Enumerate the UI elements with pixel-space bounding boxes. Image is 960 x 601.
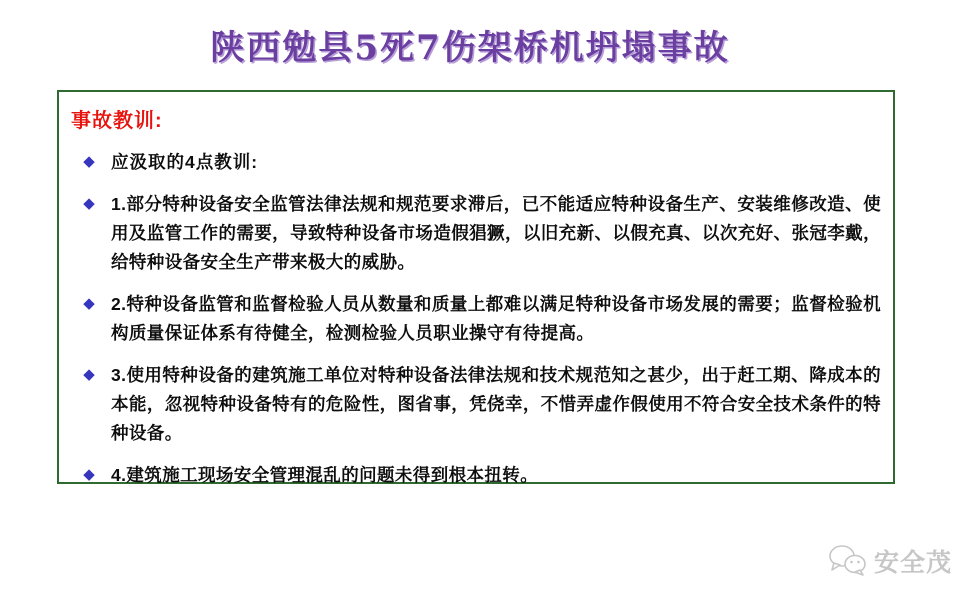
list-item [67,361,881,448]
diamond-bullet-icon: ◆ [83,366,95,383]
list-item-text: 1.部分特种设备安全监管法律法规和规范要求滞后，已不能适应特种设备生产、安装维修改造、使用及监管工作的需要，导致特种设备市场造假猖獗，以旧充新、以假充真、以次充好、张冠李戴，给特种设备安全生产带来极大的威胁。 [111,194,881,272]
list-item [67,148,881,177]
list-item [67,461,881,490]
lessons-panel [57,90,895,484]
page-title: 陕西勉县5死7伤架桥机坍塌事故 [210,28,730,68]
list-item-text: 3.使用特种设备的建筑施工单位对特种设备法律法规和技术规范知之甚少，出于赶工期、降成本的本能，忽视特种设备特有的危险性，图省事，凭侥幸，不惜弄虚作假使用不符合安全技术条件的特种设备。 [111,365,881,443]
watermark-label: 安全茂 [873,549,952,577]
diamond-bullet-icon: ◆ [83,466,95,483]
list-item-text: 4.建筑施工现场安全管理混乱的问题未得到根本扭转。 [111,465,539,485]
list-item [67,290,881,348]
diamond-bullet-icon: ◆ [83,153,95,170]
watermark [828,543,952,579]
list-item [67,190,881,277]
list-item-text: 2.特种设备监管和监督检验人员从数量和质量上都难以满足特种设备市场发展的需要；监督检验机构质量保证体系有待健全，检测检验人员职业操守有待提高。 [111,294,881,343]
chat-bubbles-icon [828,544,868,578]
list-item-text: 应汲取的4点教训: [111,152,259,172]
diamond-bullet-icon: ◆ [83,195,95,212]
panel-heading: 事故教训: [71,110,163,132]
diamond-bullet-icon: ◆ [83,295,95,312]
